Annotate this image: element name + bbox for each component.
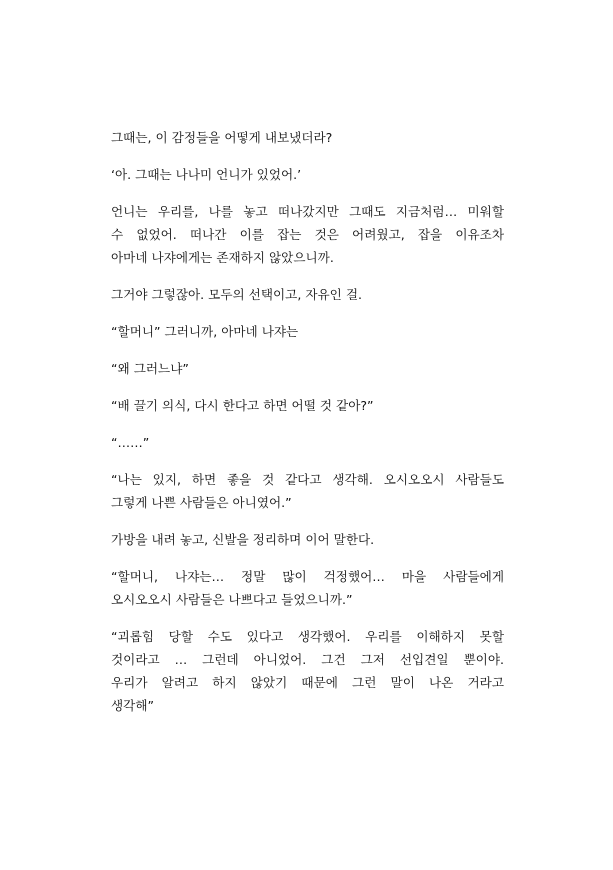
paragraph-12	[111, 625, 504, 717]
paragraph-9	[111, 468, 504, 514]
paragraph-line: 그때는, 이 감정들을 어떻게 내보냈더라?	[111, 130, 333, 145]
paragraph-line: “나는 있지, 하면 좋을 것 같다고 생각해. 오시오오시 사람들도	[111, 472, 504, 487]
paragraph-line: 것이라고 … 그런데 아니었어. 그건 그저 선입견일 뿐이야.	[111, 652, 504, 667]
paragraph-2	[111, 163, 504, 186]
paragraph-3	[111, 200, 504, 269]
paragraph-line: “배 끌기 의식, 다시 한다고 하면 어떨 것 같아?”	[111, 398, 374, 413]
paragraph-line: ‘아. 그때는 나나미 언니가 있었어.’	[111, 167, 302, 182]
paragraph-line: 우리가 알려고 하지 않았기 때문에 그런 말이 나온 거라고	[111, 675, 504, 690]
paragraph-6	[111, 357, 504, 380]
paragraph-line: “……”	[111, 435, 150, 450]
paragraph-line: “왜 그러느냐”	[111, 361, 189, 376]
paragraph-5	[111, 320, 504, 343]
paragraph-line: 아마네 나쟈에게는 존재하지 않았으니까.	[111, 250, 334, 265]
paragraph-7	[111, 394, 504, 417]
document-body	[111, 126, 504, 731]
paragraph-line: 언니는 우리를, 나를 놓고 떠나갔지만 그때도 지금처럼… 미워할	[111, 204, 504, 219]
paragraph-line: 그거야 그렇잖아. 모두의 선택이고, 자유인 걸.	[111, 287, 363, 302]
paragraph-line: 수 없었어. 떠나간 이를 잡는 것은 어려웠고, 잡을 이유조차	[111, 227, 504, 242]
paragraph-10	[111, 528, 504, 551]
paragraph-line: 생각해”	[111, 698, 155, 713]
paragraph-line: “할머니, 나쟈는… 정말 많이 걱정했어… 마을 사람들에게	[111, 569, 504, 584]
paragraph-line: 그렇게 나쁜 사람들은 아니였어.”	[111, 495, 292, 510]
paragraph-8	[111, 431, 504, 454]
paragraph-line: “할머니” 그러니까, 아마네 나쟈는	[111, 324, 299, 339]
paragraph-4	[111, 283, 504, 306]
paragraph-11	[111, 565, 504, 611]
paragraph-line: 가방을 내려 놓고, 신발을 정리하며 이어 말한다.	[111, 532, 375, 547]
paragraph-line: 오시오오시 사람들은 나쁘다고 들었으니까.”	[111, 592, 353, 607]
paragraph-line: “괴롭힘 당할 수도 있다고 생각했어. 우리를 이해하지 못할	[111, 629, 504, 644]
paragraph-1	[111, 126, 504, 149]
